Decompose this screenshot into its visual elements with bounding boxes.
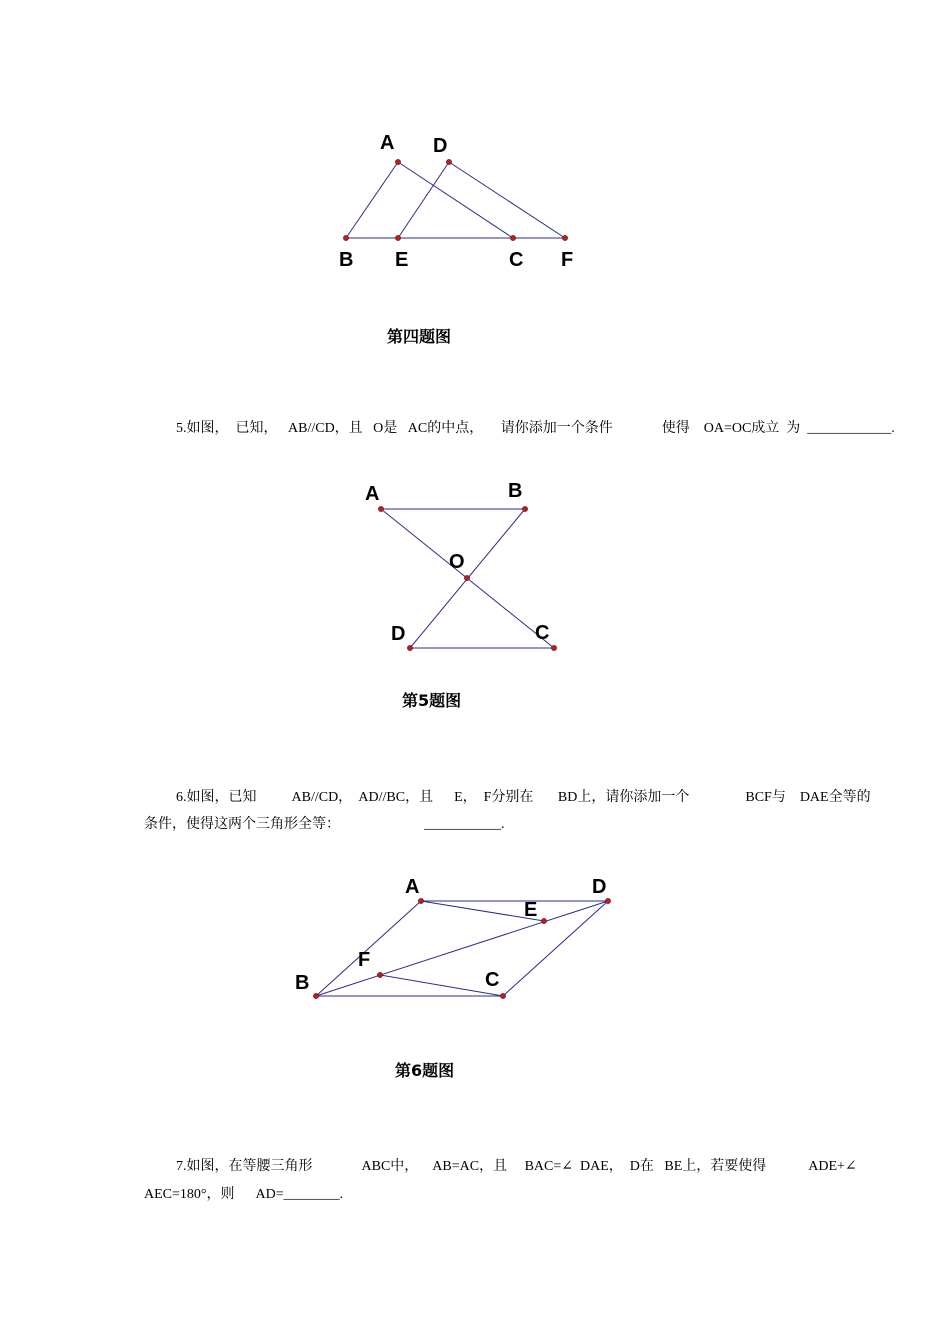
label-B: B [339,249,354,271]
label-A: A [405,876,420,898]
label-E: E [524,899,538,921]
point-E [541,918,546,923]
segment-CD [503,901,608,996]
label-B: B [295,972,310,994]
label-C: C [485,969,500,991]
label-A: A [365,483,380,505]
question-6-text-line-2: 条件，使得这两个三角形全等： ___________. [144,817,505,832]
label-F: F [358,949,371,971]
label-C: C [535,622,550,644]
point-D [605,898,610,903]
point-A [418,898,423,903]
label-C: C [509,249,524,271]
point-F [377,972,382,977]
figure-4-caption: 第四题图 [387,327,452,346]
figure-6-caption: 第6题图 [395,1061,455,1080]
question-7-text-line-1: 7.如图，在等腰三角形 ABC中， AB=AC，且 BAC=∠ DAE， D在 BE上，若要使得 ADE+∠ [176,1159,857,1174]
label-E: E [395,249,409,271]
label-D: D [391,623,406,645]
label-D: D [433,135,448,157]
question-6-text-line-1: 6.如图，已知 AB//CD， AD//BC，且 E， F分别在 BD上，请你添加一个 BCF与 DAE全等的 [176,790,871,805]
question-5-text: 5.如图， 已知， AB//CD，且 O是 AC的中点， 请你添加一个条件 使得 OA=OC成立 为 ____________. [176,421,895,436]
label-B: B [508,480,523,502]
point-B [313,993,318,998]
figure-5-caption: 第5题图 [402,691,462,710]
point-C [500,993,505,998]
label-O: O [449,551,465,573]
label-A: A [380,132,395,154]
question-7-text-line-2: AEC=180°，则 AD=________. [144,1187,344,1202]
label-D: D [592,876,607,898]
label-F: F [561,249,574,271]
